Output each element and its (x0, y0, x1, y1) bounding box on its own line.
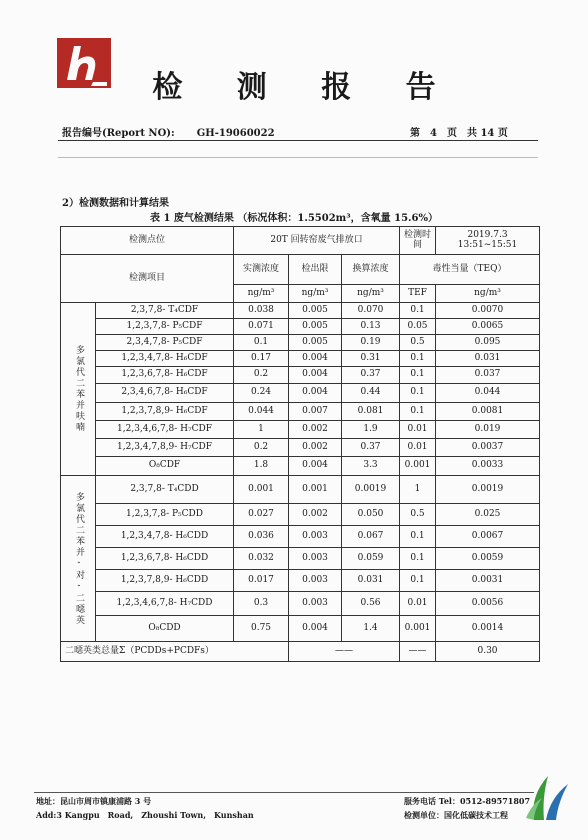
unit-converted: ng/m³ (342, 285, 400, 303)
cell-converted: 0.37 (342, 367, 400, 384)
cell-measured: 0.1 (234, 335, 289, 351)
cell-teq: 0.095 (436, 335, 540, 351)
cell-converted: 0.19 (342, 335, 400, 351)
cell-converted: 0.0019 (342, 476, 400, 504)
cell-measured: 0.027 (234, 504, 289, 526)
unit-tef: TEF (400, 285, 436, 303)
cell-converted: 1.4 (342, 616, 400, 642)
total-dash-1: —— (289, 642, 400, 662)
cell-teq: 0.0031 (436, 570, 540, 592)
cell-limit: 0.002 (289, 504, 342, 526)
cell-converted: 0.067 (342, 526, 400, 548)
compound-name: 1,2,3,7,8,9- H₆CDD (96, 570, 234, 592)
cell-measured: 0.75 (234, 616, 289, 642)
cell-converted: 3.3 (342, 457, 400, 476)
page-indicator (410, 124, 518, 139)
header-divider-light (58, 157, 538, 158)
table-title: 表 1 废气检测结果 （标况体积：1.5502m³，含氧量 15.6%） (150, 213, 438, 224)
cell-converted: 1.9 (342, 421, 400, 439)
cell-teq: 0.0037 (436, 439, 540, 457)
cell-converted: 0.37 (342, 439, 400, 457)
header-teq: 毒性当量（TEQ） (400, 255, 540, 285)
cell-measured: 0.001 (234, 476, 289, 504)
cell-teq: 0.0014 (436, 616, 540, 642)
compound-name: 1,2,3,7,8- P₅CDD (96, 504, 234, 526)
group-pcdf-label-text: 多氯代二苯并呋喃 (73, 345, 84, 433)
cell-limit: 0.003 (289, 570, 342, 592)
table-row (61, 476, 540, 504)
cell-teq: 0.037 (436, 367, 540, 384)
page-unit: 页 (446, 128, 457, 139)
cell-measured: 1.8 (234, 457, 289, 476)
compound-name: O₈CDF (96, 457, 234, 476)
section-title: 2）检测数据和计算结果 (62, 198, 169, 209)
cell-converted: 0.31 (342, 351, 400, 367)
table-row (61, 616, 540, 642)
time-label: 检测时间 (400, 227, 436, 255)
group-pcdf-label (61, 303, 96, 476)
cell-converted: 0.081 (342, 403, 400, 421)
compound-name: 1,2,3,6,7,8- H₆CDF (96, 367, 234, 384)
cell-teq: 0.0065 (436, 319, 540, 335)
table-row (61, 504, 540, 526)
cell-tef: 0.1 (400, 570, 436, 592)
footer-phone: 服务电话 Tel：0512-89571807 (404, 796, 531, 806)
compound-name: 2,3,4,6,7,8- H₆CDF (96, 384, 234, 403)
time-value: 2019.7.3 13:51~15:51 (436, 227, 540, 255)
page-label: 第 (410, 128, 420, 139)
cell-tef: 0.1 (400, 384, 436, 403)
cell-tef: 1 (400, 476, 436, 504)
point-value: 20T 回转窑废气排放口 (234, 227, 400, 255)
cell-tef: 0.1 (400, 351, 436, 367)
cell-tef: 0.001 (400, 616, 436, 642)
compound-name: 1,2,3,4,7,8- H₆CDF (96, 351, 234, 367)
cell-measured: 0.071 (234, 319, 289, 335)
point-row (61, 227, 540, 255)
cell-measured: 0.3 (234, 592, 289, 616)
corner-leaf-icon (520, 768, 576, 824)
cell-tef: 0.1 (400, 403, 436, 421)
total-label: 二噁英类总量Σ（PCDDs+PCDFs） (61, 642, 289, 662)
cell-limit: 0.007 (289, 403, 342, 421)
compound-name: 1,2,3,7,8,9- H₆CDF (96, 403, 234, 421)
cell-limit: 0.005 (289, 335, 342, 351)
compound-name: 1,2,3,6,7,8- H₆CDD (96, 548, 234, 570)
header-item: 检测项目 (61, 255, 234, 303)
cell-measured: 0.2 (234, 367, 289, 384)
cell-converted: 0.031 (342, 570, 400, 592)
table-row (61, 367, 540, 384)
cell-measured: 0.032 (234, 548, 289, 570)
group-pcdd-label-text: 多氯代二苯并-对-二噁英 (73, 491, 84, 626)
cell-converted: 0.56 (342, 592, 400, 616)
header-limit: 检出限 (289, 255, 342, 285)
cell-limit: 0.005 (289, 303, 342, 319)
table-row (61, 319, 540, 335)
cell-limit: 0.004 (289, 616, 342, 642)
cell-limit: 0.004 (289, 351, 342, 367)
compound-name: 1,2,3,4,7,8,9- H₇CDF (96, 439, 234, 457)
cell-limit: 0.003 (289, 592, 342, 616)
header-measured: 实测浓度 (234, 255, 289, 285)
table-row (61, 351, 540, 367)
cell-tef: 0.1 (400, 548, 436, 570)
cell-tef: 0.5 (400, 335, 436, 351)
cell-tef: 0.01 (400, 421, 436, 439)
total-row (61, 642, 540, 662)
cell-converted: 0.050 (342, 504, 400, 526)
cell-teq: 0.0067 (436, 526, 540, 548)
unit-limit: ng/m³ (289, 285, 342, 303)
page-current: 4 (430, 128, 437, 139)
cell-limit: 0.004 (289, 367, 342, 384)
cell-measured: 0.17 (234, 351, 289, 367)
cell-measured: 0.017 (234, 570, 289, 592)
cell-converted: 0.13 (342, 319, 400, 335)
cell-teq: 0.031 (436, 351, 540, 367)
footer-unit: 检测单位：国化低碳技术工程 (404, 810, 508, 820)
compound-name: 1,2,3,4,7,8- H₆CDD (96, 526, 234, 548)
cell-converted: 0.44 (342, 384, 400, 403)
table-row (61, 592, 540, 616)
cell-limit: 0.005 (289, 319, 342, 335)
compound-name: 1,2,3,4,6,7,8- H₇CDD (96, 592, 234, 616)
cell-teq: 0.0059 (436, 548, 540, 570)
total-value: 0.30 (436, 642, 540, 662)
table-row (61, 526, 540, 548)
cell-converted: 0.070 (342, 303, 400, 319)
table-row (61, 403, 540, 421)
compound-name: O₈CDD (96, 616, 234, 642)
header-converted: 换算浓度 (342, 255, 400, 285)
cell-limit: 0.001 (289, 476, 342, 504)
group-pcdd-label (61, 476, 96, 642)
cell-tef: 0.1 (400, 367, 436, 384)
cell-measured: 0.24 (234, 384, 289, 403)
cell-teq: 0.0019 (436, 476, 540, 504)
cell-limit: 0.003 (289, 526, 342, 548)
cell-teq: 0.044 (436, 384, 540, 403)
cell-tef: 0.001 (400, 457, 436, 476)
cell-limit: 0.004 (289, 457, 342, 476)
compound-name: 2,3,4,7,8- P₅CDF (96, 335, 234, 351)
results-table (60, 226, 540, 662)
cell-teq: 0.0070 (436, 303, 540, 319)
report-title: 检 测 报 告 (152, 70, 458, 105)
compound-name: 2,3,7,8- T₄CDD (96, 476, 234, 504)
report-number (62, 124, 275, 139)
total-dash-2: —— (400, 642, 436, 662)
report-number-value: GH-19060022 (196, 128, 275, 139)
cell-teq: 0.0056 (436, 592, 540, 616)
cell-measured: 0.038 (234, 303, 289, 319)
cell-converted: 0.059 (342, 548, 400, 570)
cell-measured: 1 (234, 421, 289, 439)
cell-limit: 0.003 (289, 548, 342, 570)
cell-teq: 0.0033 (436, 457, 540, 476)
cell-tef: 0.01 (400, 592, 436, 616)
cell-tef: 0.01 (400, 439, 436, 457)
table-row (61, 421, 540, 439)
compound-name: 1,2,3,7,8- P₅CDF (96, 319, 234, 335)
cell-limit: 0.002 (289, 421, 342, 439)
cell-limit: 0.002 (289, 439, 342, 457)
cell-tef: 0.1 (400, 303, 436, 319)
table-row (61, 570, 540, 592)
cell-limit: 0.004 (289, 384, 342, 403)
cell-teq: 0.025 (436, 504, 540, 526)
cell-measured: 0.036 (234, 526, 289, 548)
unit-measured: ng/m³ (234, 285, 289, 303)
table-row (61, 439, 540, 457)
footer-address-en: Add:3 Kangpu Road, Zhoushi Town, Kunshan (36, 810, 254, 820)
compound-name: 1,2,3,4,6,7,8- H₇CDF (96, 421, 234, 439)
page-total: 共 14 页 (466, 128, 508, 139)
table-row (61, 457, 540, 476)
footer-address-cn: 地址：昆山市周市镇康浦路 3 号 (36, 796, 152, 806)
cell-tef: 0.5 (400, 504, 436, 526)
table-row (61, 384, 540, 403)
cell-tef: 0.1 (400, 526, 436, 548)
table-row (61, 303, 540, 319)
cell-measured: 0.044 (234, 403, 289, 421)
point-label: 检测点位 (61, 227, 234, 255)
cell-teq: 0.0081 (436, 403, 540, 421)
cell-tef: 0.05 (400, 319, 436, 335)
cell-measured: 0.2 (234, 439, 289, 457)
cell-teq: 0.019 (436, 421, 540, 439)
table-row (61, 548, 540, 570)
table-row (61, 335, 540, 351)
footer-divider (34, 792, 534, 793)
unit-teq: ng/m³ (436, 285, 540, 303)
header-divider (58, 140, 538, 141)
compound-name: 2,3,7,8- T₄CDF (96, 303, 234, 319)
header-row (61, 255, 540, 285)
report-number-label: 报告编号(Report NO): (62, 128, 175, 139)
